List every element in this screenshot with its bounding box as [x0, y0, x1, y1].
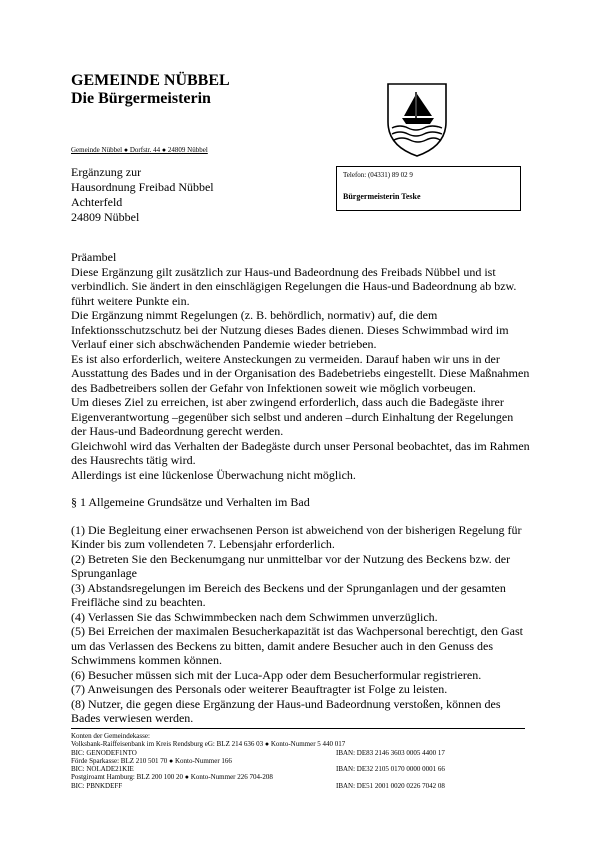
- org-subtitle: Die Bürgermeisterin: [71, 90, 211, 107]
- recipient-line: Ergänzung zur: [71, 165, 142, 179]
- rule-item: (1) Die Begleitung einer erwachsenen Person ist abweichend von der bisherigen Regelung für Kinder bis zum vollendeten 7. Lebensjahr erforderlich.: [71, 522, 522, 551]
- recipient-line: Hausordnung Freibad Nübbel: [71, 180, 214, 194]
- footer-row: [71, 782, 525, 790]
- footer-right: IBAN: DE51 2001 0020 0226 7042 08: [336, 781, 445, 790]
- footer-title: Konten der Gemeindekasse:: [71, 732, 150, 740]
- rule-item: (6) Besucher müssen sich mit der Luca-App oder dem Besucherformular registrieren.: [71, 667, 482, 682]
- section-heading: § 1 Allgemeine Grundsätze und Verhalten im Bad: [71, 495, 310, 509]
- footer-left: BIC: NOLADE21KIE: [71, 765, 134, 774]
- footer-left: BIC: GENODEF1NTO: [71, 748, 137, 757]
- org-name: GEMEINDE NÜBBEL: [71, 72, 230, 89]
- preamble-heading: Präambel: [71, 250, 117, 264]
- coat-of-arms-icon: [382, 78, 452, 158]
- footer-row: [71, 773, 525, 781]
- preamble-paragraph: Gleichwohl wird das Verhalten der Badegäste durch unser Personal beobachtet, das im Rahmen des Hausrechts tätig wird.: [71, 438, 530, 467]
- preamble-paragraph: Um dieses Ziel zu erreichen, ist aber zwingend erforderlich, dass auch die Badegäste ihrer Eigenverantwortung –gegenüber sich selbst und anderen –durch Einhaltung der Regelungen der Haus-und Badeordnung gerecht werden.: [71, 395, 514, 438]
- recipient-line: 24809 Nübbel: [71, 210, 140, 224]
- footer-left: BIC: PBNKDEFF: [71, 781, 123, 790]
- recipient-line: Achterfeld: [71, 195, 123, 209]
- phone-number: Telefon: (04331) 89 02 9: [343, 171, 413, 179]
- preamble-paragraph: Die Ergänzung nimmt Regelungen (z. B. behördlich, normativ) auf, die dem Infektionsschutzschutz bei der Nutzung dieses Bades dienen. Dieses Schwimmbad wird im Verlauf einer sich abschwächenden Pandemie wieder betrieben.: [71, 308, 509, 351]
- contact-info-box: [336, 166, 521, 211]
- rule-item: (2) Betreten Sie den Beckenumgang nur unmittelbar vor der Nutzung des Beckens bzw. der Sprunganlage: [71, 551, 511, 580]
- footer-row: [71, 765, 525, 773]
- footer-divider: [71, 728, 525, 729]
- contact-person: Bürgermeisterin Teske: [343, 192, 421, 201]
- rule-item: (4) Verlassen Sie das Schwimmbecken nach dem Schwimmen unverzüglich.: [71, 609, 438, 624]
- document-body: [71, 250, 531, 726]
- footer-row: [71, 740, 525, 748]
- rule-item: (5) Bei Erreichen der maximalen Besucherkapazität ist das Wachpersonal berechtigt, den Gast um das Verlassen des Beckens zu bitten, damit andere Besucher auch in den Genuss des Schwimmens kommen können.: [71, 624, 523, 667]
- footer-right: IBAN: DE32 2105 0170 0000 0001 66: [336, 765, 445, 774]
- rule-item: (8) Nutzer, die gegen diese Ergänzung der Haus-und Badeordnung verstoßen, können des Bades verwiesen werden.: [71, 696, 501, 725]
- rule-item: (3) Abstandsregelungen im Bereich des Beckens und der Sprunganlagen und der gesamten Freifläche sind zu beachten.: [71, 580, 506, 609]
- footer-row: [71, 757, 525, 765]
- footer-bank-details: [71, 732, 525, 790]
- footer-left: Volksbank-Raiffeisenbank im Kreis Rendsburg eG: BLZ 214 636 03 ● Konto-Nummer 5 440 017: [71, 740, 346, 749]
- footer-left: Förde Sparkasse: BLZ 210 501 70 ● Konto-Nummer 166: [71, 756, 232, 765]
- preamble-paragraph: Es ist also erforderlich, weitere Ansteckungen zu vermeiden. Darauf haben wir uns in der Ausstattung des Bades und in der Organisation des Badebetriebs eingestellt. Diese Maßnahmen des Badbetreibers sollen der Gefahr von Infektionen soweit wie möglich vorbeugen.: [71, 351, 530, 395]
- footer-right: IBAN: DE83 2146 3603 0005 4400 17: [336, 748, 445, 757]
- footer-row: [71, 749, 525, 757]
- sender-address-line: Gemeinde Nübbel ● Dorfstr. 44 ● 24809 Nübbel: [71, 146, 208, 154]
- footer-left: Postgiroamt Hamburg: BLZ 200 100 20 ● Konto-Nummer 226 704-208: [71, 773, 273, 782]
- preamble-paragraph: Diese Ergänzung gilt zusätzlich zur Haus-und Badeordnung des Freibads Nübbel und ist verbindlich. Sie ändert in den einschlägigen Regelungen die Haus-und Badeordnung ab bzw. führt weitere Punkte ein.: [71, 264, 517, 308]
- preamble-paragraph: Allerdings ist eine lückenlose Überwachung nicht möglich.: [71, 467, 356, 482]
- recipient-address: [71, 165, 214, 225]
- rule-item: (7) Anweisungen des Personals oder weiterer Beauftragter ist Folge zu leisten.: [71, 682, 448, 696]
